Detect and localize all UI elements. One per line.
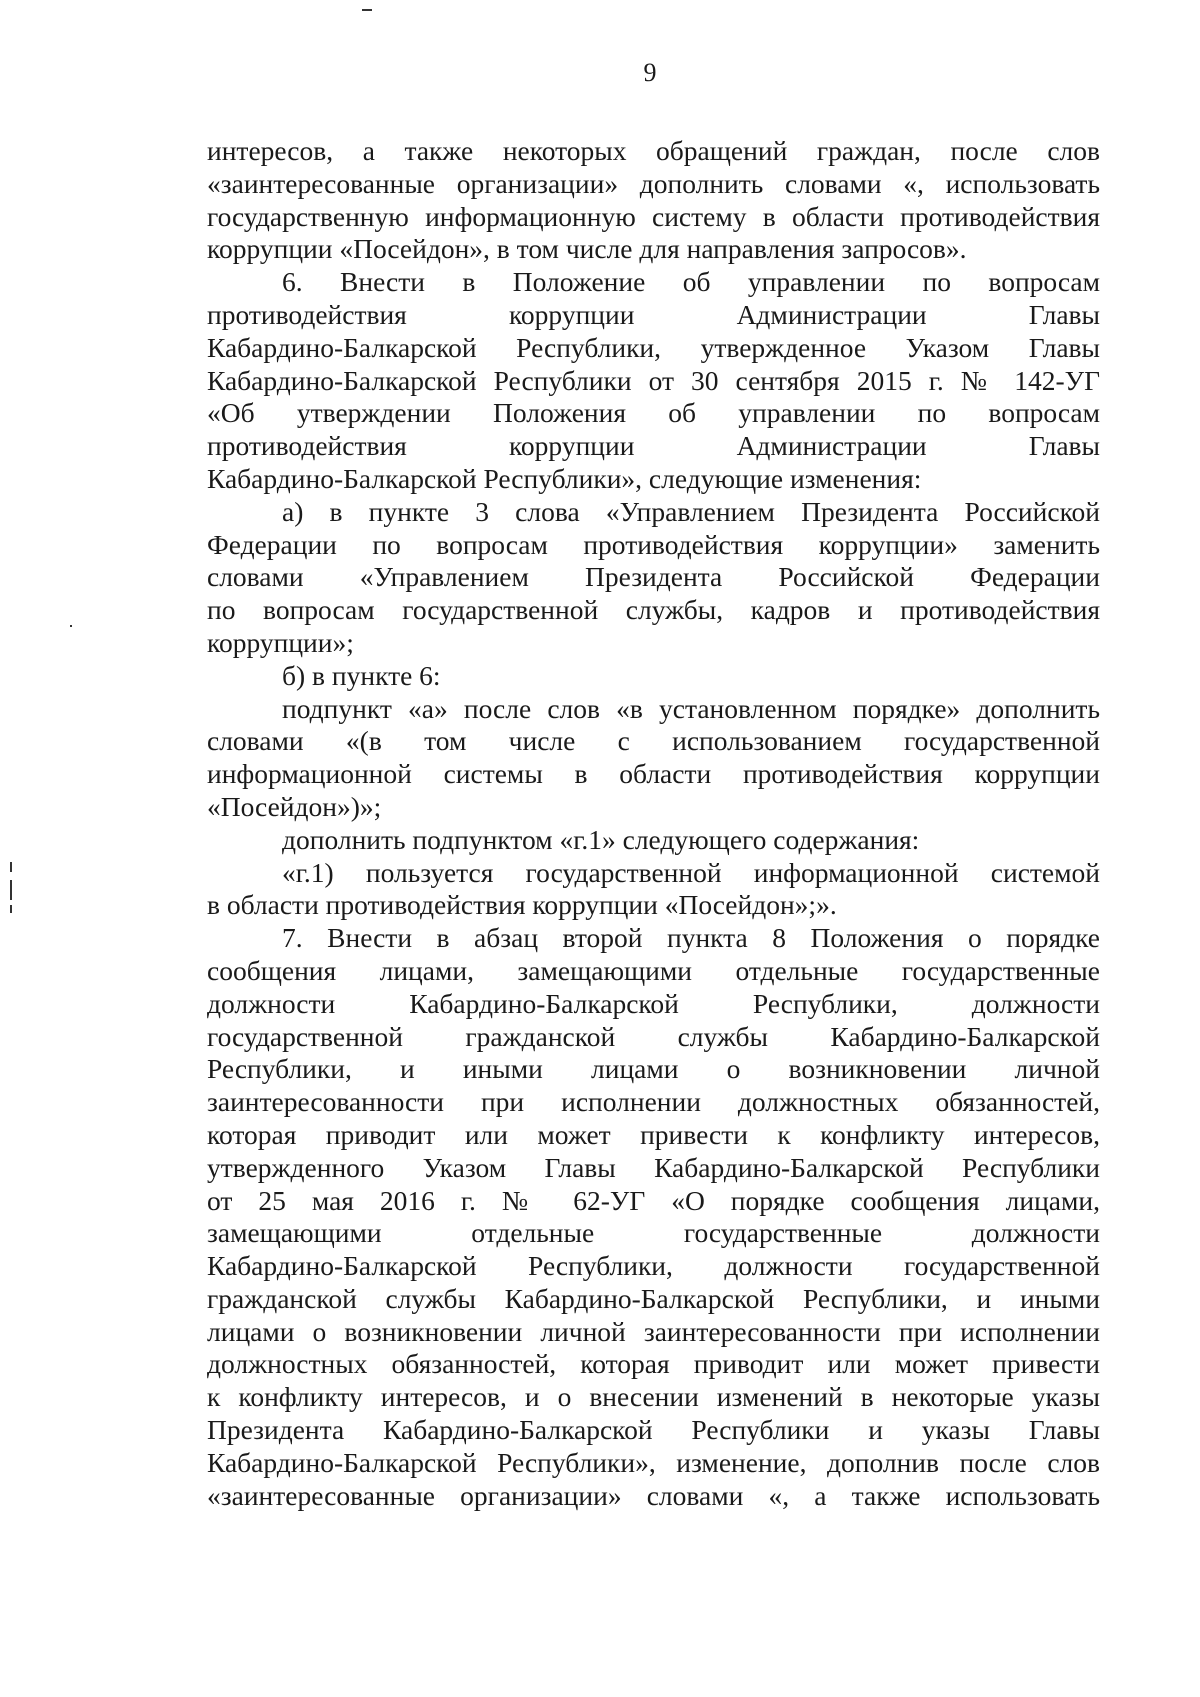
text-line: должности Кабардино-Балкарской Республики, должности xyxy=(207,987,1100,1019)
text-line: государственной гражданской службы Кабардино-Балкарской xyxy=(207,1020,1100,1052)
text-line: Кабардино-Балкарской Республики, утвержденное Указом Главы xyxy=(207,331,1100,363)
text-line: словами «(в том числе с использованием государственной xyxy=(207,725,1100,757)
scan-mark-margin-bar-1 xyxy=(10,862,12,872)
text-line: информационной системы в области противодействия коррупции xyxy=(207,758,1100,790)
page-number: 9 xyxy=(643,58,657,87)
scan-mark-margin-bar-3 xyxy=(10,905,12,913)
text-line: коррупции»; xyxy=(207,626,354,658)
text-line: Президента Кабардино-Балкарской Республики и указы Главы xyxy=(207,1414,1100,1446)
text-line: лицами о возникновении личной заинтересованности при исполнении xyxy=(207,1315,1100,1347)
scan-mark-top xyxy=(362,9,372,11)
text-line: 6. Внести в Положение об управлении по вопросам xyxy=(282,266,1100,298)
text-line: «г.1) пользуется государственной информационной системой xyxy=(282,856,1100,888)
text-line: дополнить подпунктом «г.1» следующего содержания: xyxy=(282,823,920,855)
text-line: «Об утверждении Положения об управлении по вопросам xyxy=(207,397,1100,429)
scan-mark-margin-bar-2 xyxy=(10,880,12,900)
text-line: в области противодействия коррупции «Посейдон»;». xyxy=(207,889,837,921)
text-line: от 25 мая 2016 г. № 62-УГ «О порядке сообщения лицами, xyxy=(207,1184,1100,1216)
text-line: Кабардино-Балкарской Республики от 30 сентября 2015 г. № 142-УГ xyxy=(207,364,1100,396)
text-line: к конфликту интересов, и о внесении изменений в некоторые указы xyxy=(207,1381,1100,1413)
text-line: замещающими отдельные государственные должности xyxy=(207,1217,1100,1249)
text-line: Республики, и иными лицами о возникновении личной xyxy=(207,1053,1100,1085)
text-line: государственную информационную систему в области противодействия xyxy=(207,200,1100,232)
text-line: «заинтересованные организации» словами «, а также использовать xyxy=(207,1479,1100,1511)
text-line: подпункт «а» после слов «в установленном порядке» дополнить xyxy=(282,692,1100,724)
text-line: «Посейдон»)»; xyxy=(207,790,382,822)
text-line: гражданской службы Кабардино-Балкарской Республики, и иными xyxy=(207,1282,1100,1314)
text-line: сообщения лицами, замещающими отдельные государственные xyxy=(207,954,1100,986)
text-line: которая приводит или может привести к конфликту интересов, xyxy=(207,1118,1100,1150)
text-line: Кабардино-Балкарской Республики, должности государственной xyxy=(207,1250,1100,1282)
text-line: а) в пункте 3 слова «Управлением Президента Российской xyxy=(282,495,1100,527)
text-line: 7. Внести в абзац второй пункта 8 Положения о порядке xyxy=(282,922,1100,954)
text-line: Кабардино-Балкарской Республики», изменение, дополнив после слов xyxy=(207,1446,1100,1478)
document-body xyxy=(207,135,1100,1512)
scan-mark-margin-dot xyxy=(70,625,72,627)
text-line: словами «Управлением Президента Российской Федерации xyxy=(207,561,1100,593)
text-line: по вопросам государственной службы, кадров и противодействия xyxy=(207,594,1100,626)
text-line: Кабардино-Балкарской Республики», следующие изменения: xyxy=(207,462,922,494)
text-line: интересов, а также некоторых обращений граждан, после слов xyxy=(207,135,1100,166)
text-line: б) в пункте 6: xyxy=(282,659,441,691)
text-line: Федерации по вопросам противодействия коррупции» заменить xyxy=(207,528,1100,560)
text-line: должностных обязанностей, которая приводит или может привести xyxy=(207,1348,1100,1380)
text-line: «заинтересованные организации» дополнить словами «, использовать xyxy=(207,167,1100,199)
text-line: утвержденного Указом Главы Кабардино-Балкарской Республики xyxy=(207,1151,1100,1183)
text-line: коррупции «Посейдон», в том числе для направления запросов». xyxy=(207,233,967,265)
text-line: заинтересованности при исполнении должностных обязанностей, xyxy=(207,1086,1100,1118)
text-line: противодействия коррупции Администрации Главы xyxy=(207,298,1100,330)
text-line: противодействия коррупции Администрации Главы xyxy=(207,430,1100,462)
